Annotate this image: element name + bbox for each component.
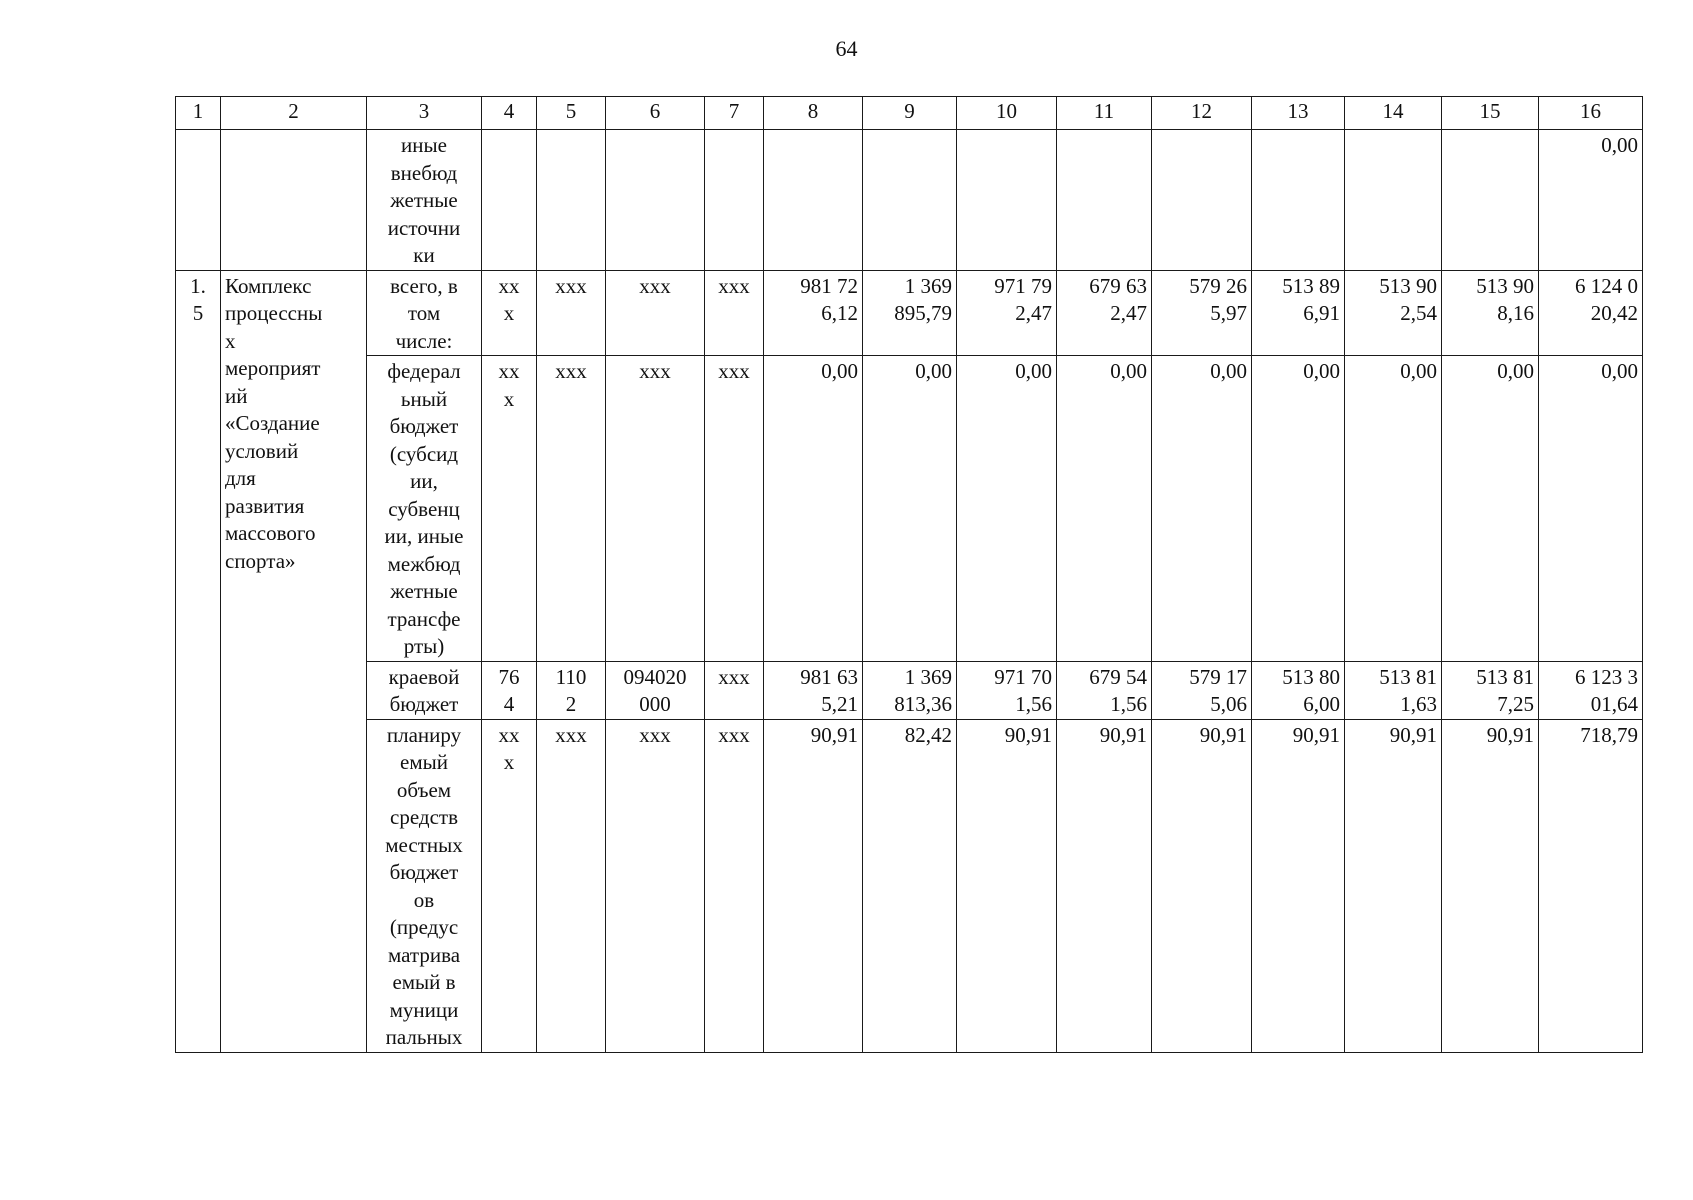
code-cell — [482, 356, 537, 662]
code-cell — [705, 661, 764, 719]
code-value: хх х — [498, 273, 520, 325]
amount-value: 579 26 5,97 — [1189, 273, 1247, 325]
empty-cell — [1442, 130, 1539, 271]
value-cell — [1442, 356, 1539, 662]
amount-value: 6 123 3 01,64 — [1575, 664, 1638, 716]
amount-value: 90,91 — [1004, 722, 1052, 747]
value-cell — [957, 719, 1057, 1052]
code-value: ххх — [639, 359, 671, 383]
code-cell — [537, 661, 606, 719]
value-cell — [863, 270, 957, 356]
amount-value: 579 17 5,06 — [1189, 664, 1247, 716]
empty-cell — [863, 130, 957, 271]
code-cell — [482, 661, 537, 719]
value-cell — [1057, 661, 1152, 719]
amount-value: 679 63 2,47 — [1089, 273, 1147, 325]
amount-value: 90,91 — [1099, 722, 1147, 747]
row-number: 1. 5 — [190, 273, 206, 325]
column-header: 4 — [482, 97, 537, 130]
value-cell — [764, 270, 863, 356]
empty-cell — [1345, 130, 1442, 271]
empty-cell — [221, 130, 367, 271]
value-cell — [1345, 719, 1442, 1052]
amount-value: 971 70 1,56 — [994, 664, 1052, 716]
value-cell — [1345, 270, 1442, 356]
amount-value: 0,00 — [1110, 359, 1147, 383]
value-cell — [1252, 356, 1345, 662]
column-header: 16 — [1539, 97, 1643, 130]
value-cell — [957, 661, 1057, 719]
empty-cell — [957, 130, 1057, 271]
measure-name: Комплекс процессны х мероприят ий «Создание условий для развития массового спорта» — [225, 273, 323, 573]
funding-source-cell — [367, 130, 482, 271]
value-cell — [1057, 719, 1152, 1052]
value-cell — [957, 270, 1057, 356]
column-header: 11 — [1057, 97, 1152, 130]
amount-value: 513 81 1,63 — [1379, 664, 1437, 716]
amount-value: 0,00 — [1210, 359, 1247, 383]
column-header: 10 — [957, 97, 1057, 130]
code-value: хх х — [498, 722, 520, 774]
value-cell — [1442, 661, 1539, 719]
amount-value: 513 89 6,91 — [1282, 273, 1340, 325]
code-cell — [537, 719, 606, 1052]
value-cell — [1252, 719, 1345, 1052]
amount-value: 90,91 — [810, 722, 858, 747]
code-cell — [606, 661, 705, 719]
amount-value: 0,00 — [821, 359, 858, 383]
regional-row — [176, 661, 1643, 719]
amount-value: 718,79 — [1580, 722, 1638, 747]
total-value: 0,00 — [1601, 133, 1638, 157]
value-cell — [1057, 270, 1152, 356]
funding-source-other: иные внебюд жетные источни ки — [387, 133, 461, 267]
empty-cell — [176, 130, 221, 271]
budget-table — [175, 96, 1643, 1053]
funding-source-cell — [367, 270, 482, 356]
amount-value: 0,00 — [1400, 359, 1437, 383]
empty-cell — [1057, 130, 1152, 271]
column-header: 5 — [537, 97, 606, 130]
empty-cell — [1252, 130, 1345, 271]
code-cell — [482, 270, 537, 356]
value-cell — [1057, 356, 1152, 662]
value-cell — [1152, 719, 1252, 1052]
amount-value: 1 369 895,79 — [894, 273, 952, 325]
value-cell — [957, 356, 1057, 662]
header-row — [176, 97, 1643, 130]
code-value: 76 4 — [498, 664, 520, 716]
value-cell — [764, 356, 863, 662]
funding-source-cell — [367, 356, 482, 662]
amount-value: 981 63 5,21 — [800, 664, 858, 716]
value-cell — [863, 356, 957, 662]
column-header: 2 — [221, 97, 367, 130]
amount-value: 0,00 — [1015, 359, 1052, 383]
amount-value: 513 90 2,54 — [1379, 273, 1437, 325]
row-number-cell — [176, 270, 221, 1052]
code-value: ххх — [718, 359, 750, 383]
column-header: 9 — [863, 97, 957, 130]
value-cell — [1152, 356, 1252, 662]
empty-cell — [705, 130, 764, 271]
funding-source-cell — [367, 719, 482, 1052]
other-sources-row — [176, 130, 1643, 271]
value-cell — [1152, 661, 1252, 719]
code-value: ххх — [555, 359, 587, 383]
amount-value: 981 72 6,12 — [800, 273, 858, 325]
funding-source-local: планиру емый объем средств местных бюджет ов (предус матрива емый в муници пальных — [385, 722, 463, 1049]
value-cell — [764, 661, 863, 719]
code-value: ххх — [718, 664, 750, 689]
code-value: ххх — [555, 273, 587, 298]
empty-cell — [764, 130, 863, 271]
value-cell — [863, 719, 957, 1052]
value-cell — [1252, 661, 1345, 719]
empty-cell — [482, 130, 537, 271]
value-cell — [1539, 356, 1643, 662]
amount-value: 0,00 — [915, 359, 952, 383]
column-header: 12 — [1152, 97, 1252, 130]
column-header: 3 — [367, 97, 482, 130]
amount-value: 0,00 — [1601, 359, 1638, 383]
funding-source-federal: федерал ьный бюджет (субсид ии, субвенц ии, иные межбюд жетные трансфе рты) — [384, 359, 464, 658]
funding-source-regional: краевой бюджет — [388, 664, 460, 716]
column-header: 8 — [764, 97, 863, 130]
amount-value: 1 369 813,36 — [894, 664, 952, 716]
code-value: хх х — [498, 359, 520, 411]
funding-source-total: всего, в том числе: — [390, 273, 458, 353]
column-header: 14 — [1345, 97, 1442, 130]
federal-row — [176, 356, 1643, 662]
funding-source-cell — [367, 661, 482, 719]
code-cell — [606, 719, 705, 1052]
amount-value: 679 54 1,56 — [1089, 664, 1147, 716]
amount-value: 90,91 — [1486, 722, 1534, 747]
column-header: 1 — [176, 97, 221, 130]
page-number: 64 — [835, 36, 858, 61]
amount-value: 90,91 — [1389, 722, 1437, 747]
code-cell — [705, 356, 764, 662]
code-value: 094020 000 — [623, 664, 687, 716]
column-header: 15 — [1442, 97, 1539, 130]
amount-value: 971 79 2,47 — [994, 273, 1052, 325]
value-cell — [863, 661, 957, 719]
empty-cell — [1152, 130, 1252, 271]
amount-value: 513 81 7,25 — [1476, 664, 1534, 716]
local-row — [176, 719, 1643, 1052]
amount-value: 6 124 0 20,42 — [1575, 273, 1638, 325]
value-cell — [1442, 270, 1539, 356]
value-cell — [1345, 356, 1442, 662]
value-cell — [1539, 719, 1643, 1052]
value-cell — [1539, 270, 1643, 356]
code-cell — [537, 356, 606, 662]
code-cell — [606, 270, 705, 356]
amount-value: 82,42 — [904, 722, 952, 747]
value-cell — [764, 719, 863, 1052]
amount-value: 0,00 — [1303, 359, 1340, 383]
column-header: 6 — [606, 97, 705, 130]
code-value: ххх — [555, 722, 587, 747]
value-cell — [1152, 270, 1252, 356]
column-header: 13 — [1252, 97, 1345, 130]
code-cell — [537, 270, 606, 356]
amount-value: 90,91 — [1292, 722, 1340, 747]
amount-value: 513 90 8,16 — [1476, 273, 1534, 325]
value-cell — [1252, 270, 1345, 356]
amount-value: 513 80 6,00 — [1282, 664, 1340, 716]
code-cell — [705, 270, 764, 356]
code-value: ххх — [639, 722, 671, 747]
code-cell — [482, 719, 537, 1052]
value-cell — [1539, 130, 1643, 271]
code-value: ххх — [639, 273, 671, 298]
empty-cell — [537, 130, 606, 271]
code-cell — [606, 356, 705, 662]
code-value: 110 2 — [555, 664, 587, 716]
code-value: ххх — [718, 273, 750, 298]
amount-value: 0,00 — [1497, 359, 1534, 383]
column-header: 7 — [705, 97, 764, 130]
code-cell — [705, 719, 764, 1052]
measure-name-cell — [221, 270, 367, 1052]
total-row — [176, 270, 1643, 356]
code-value: ххх — [718, 722, 750, 747]
amount-value: 90,91 — [1199, 722, 1247, 747]
value-cell — [1442, 719, 1539, 1052]
value-cell — [1345, 661, 1442, 719]
empty-cell — [606, 130, 705, 271]
value-cell — [1539, 661, 1643, 719]
